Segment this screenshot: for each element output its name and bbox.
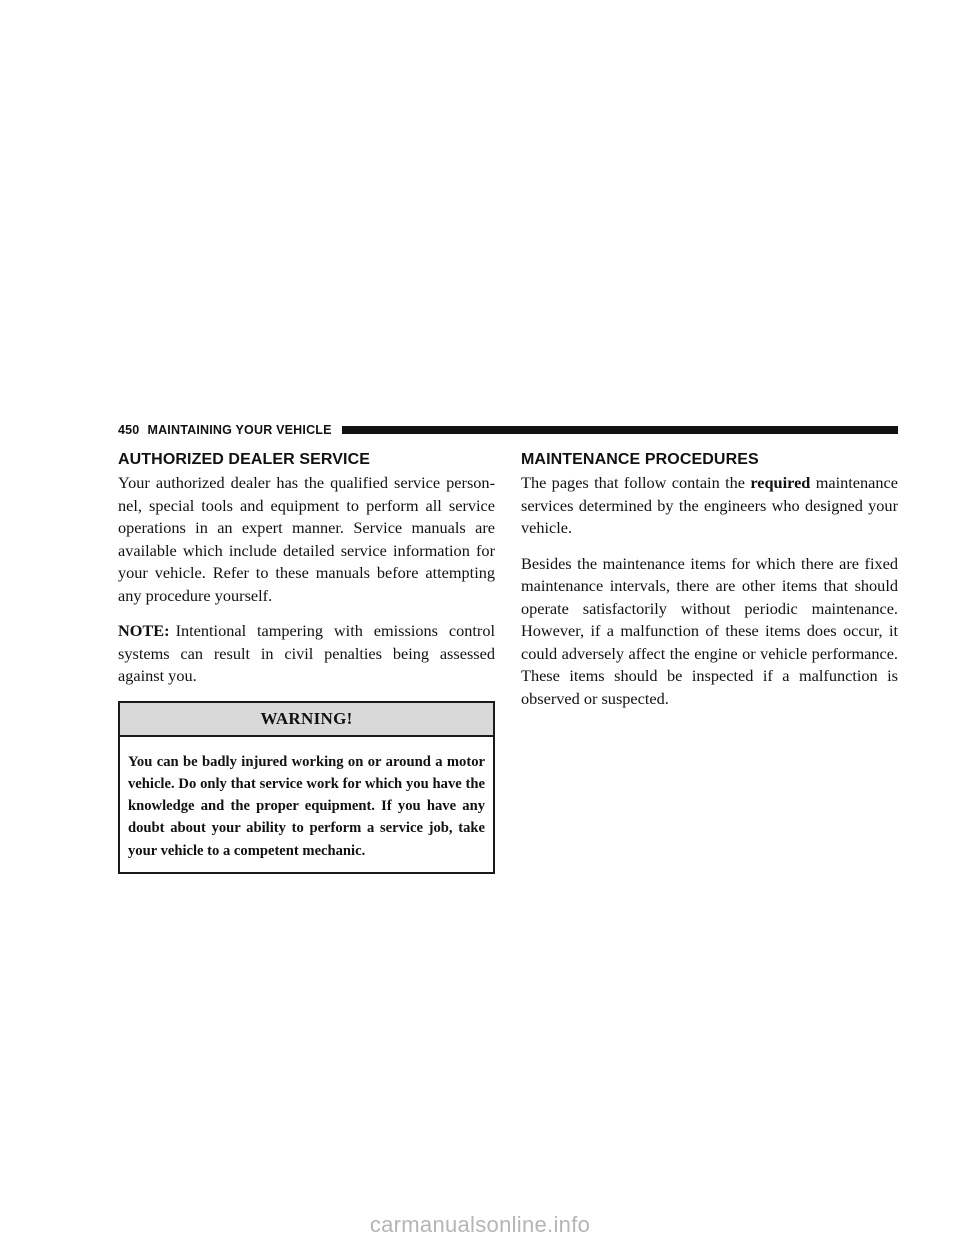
authorized-dealer-heading: AUTHORIZED DEALER SERVICE xyxy=(118,451,371,468)
warning-title-bar xyxy=(120,703,493,737)
required-services-paragraph xyxy=(521,472,898,540)
warning-text: You can be badly injured working on or around a motor vehicle. Do only that service work for which you have the knowledge and the proper equipment. If you have any doubt about your ability to perform a service job, take your vehicle to a competent mechanic. xyxy=(128,753,485,859)
warning-title: WARNING! xyxy=(260,708,353,728)
note-label: NOTE: xyxy=(118,621,170,640)
required-before-text: The pages that follow contain the xyxy=(521,473,745,492)
page-number: 450 xyxy=(118,423,140,437)
dealer-service-paragraph: Your authorized dealer has the qualified service person- nel, special tools and equipment to perform all service operations in an expert manner. Service manuals are available which include detailed service information for your vehicle. Refer to these manuals before attempting any procedure yourself. xyxy=(118,473,495,605)
left-column xyxy=(118,450,495,874)
required-word: required xyxy=(750,473,811,492)
maintenance-procedures-heading: MAINTENANCE PROCEDURES xyxy=(521,451,759,468)
section-title: MAINTAINING YOUR VEHICLE xyxy=(147,423,332,437)
note-paragraph xyxy=(118,620,495,688)
watermark-text: carmanualsonline.info xyxy=(369,1212,591,1237)
note-text: Intentional tampering with emissions control systems can result in civil penalties being assessed against you. xyxy=(118,621,495,685)
other-items-paragraph: Besides the maintenance items for which there are fixed maintenance intervals, there are other items that should operate satisfactorily without periodic maintenance. However, if a malfunction of these items does occur, it could adversely affect the engine or vehicle performance. These items should be inspected if a malfunction is observed or suspected. xyxy=(521,553,898,708)
page-header xyxy=(118,420,898,440)
right-column xyxy=(521,450,898,723)
header-rule xyxy=(342,426,898,434)
warning-box xyxy=(118,701,495,874)
required-after-text: maintenance services determined by the engineers who designed your vehicle. xyxy=(521,473,898,537)
